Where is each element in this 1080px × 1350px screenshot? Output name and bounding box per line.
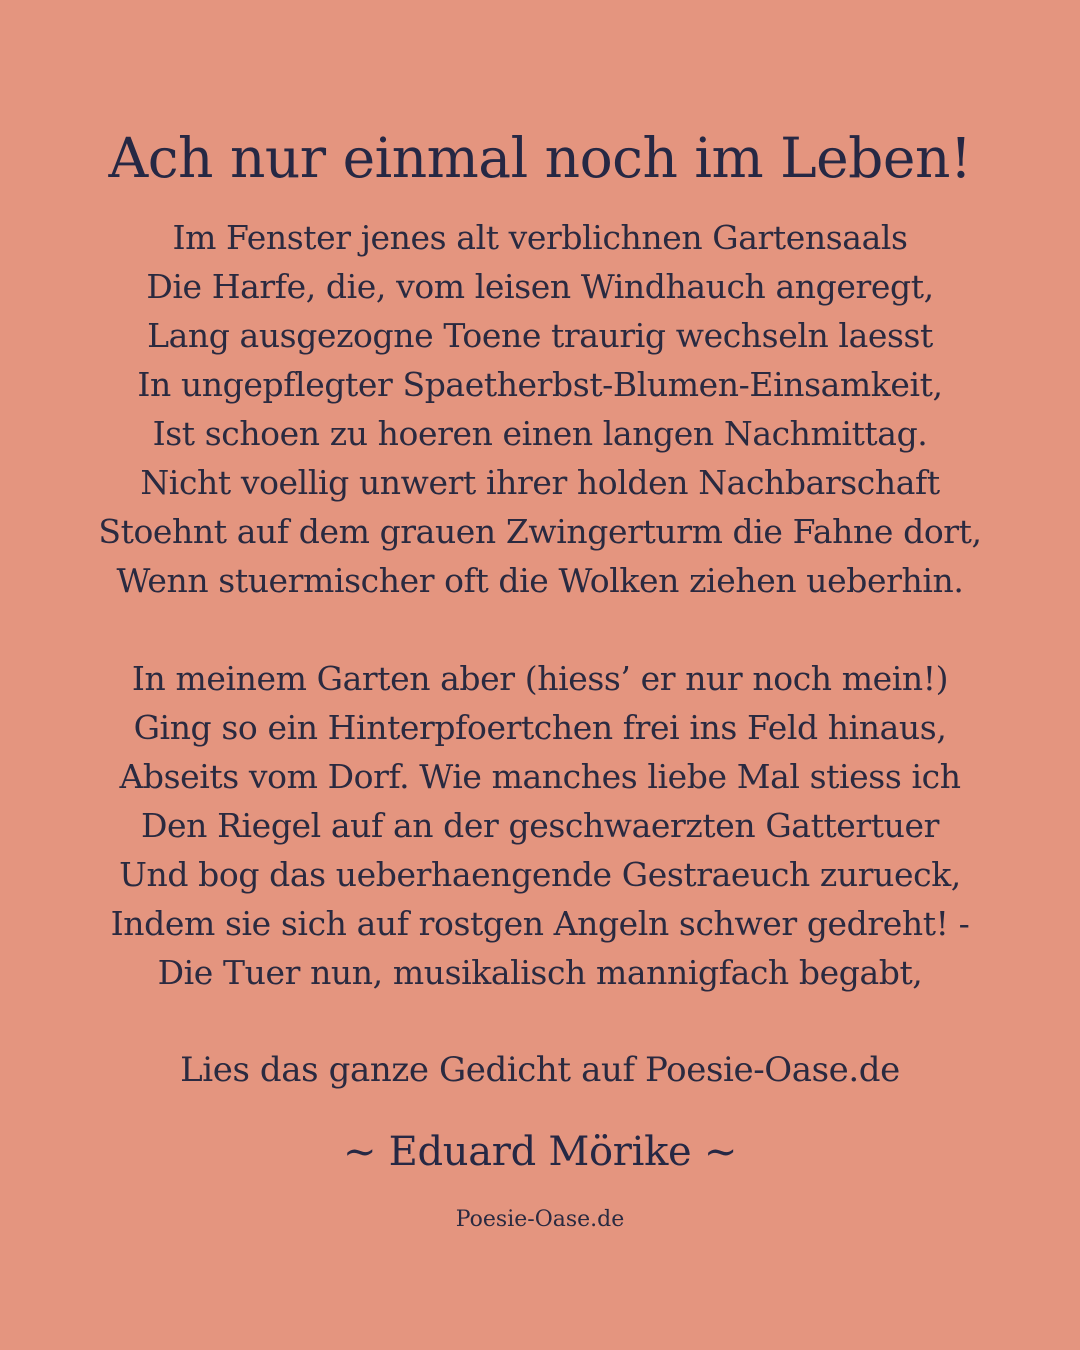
poem-line: Abseits vom Dorf. Wie manches liebe Mal stiess ich bbox=[119, 757, 961, 796]
stanza-divider bbox=[0, 605, 1080, 654]
site-watermark: Poesie-Oase.de bbox=[455, 1207, 625, 1232]
author-name: ~ Eduard Mörike ~ bbox=[342, 1129, 738, 1175]
poem-line: In ungepflegter Spaetherbst-Blumen-Einsamkeit, bbox=[137, 365, 943, 404]
poem-line: Lang ausgezogne Toene traurig wechseln laesst bbox=[147, 316, 933, 355]
poem-line: Wenn stuermischer oft die Wolken ziehen ueberhin. bbox=[116, 561, 964, 600]
read-full-poem-text: Lies das ganze Gedicht auf Poesie-Oase.de bbox=[180, 1050, 900, 1090]
poem-body bbox=[0, 213, 1080, 997]
poem-line: Den Riegel auf an der geschwaerzten Gattertuer bbox=[140, 806, 940, 845]
poem-line: Indem sie sich auf rostgen Angeln schwer gedreht! - bbox=[110, 904, 970, 943]
poem-line: Im Fenster jenes alt verblichnen Gartensaals bbox=[172, 218, 908, 257]
poem-line: Ist schoen zu hoeren einen langen Nachmittag. bbox=[152, 414, 928, 453]
poem-title: Ach nur einmal noch im Leben! bbox=[108, 126, 972, 190]
poem-line: Ging so ein Hinterpfoertchen frei ins Feld hinaus, bbox=[133, 708, 947, 747]
poem-line: Stoehnt auf dem grauen Zwingerturm die Fahne dort, bbox=[98, 512, 982, 551]
stanza bbox=[0, 654, 1080, 997]
poem-line: Nicht voellig unwert ihrer holden Nachbarschaft bbox=[140, 463, 940, 502]
poem-line: Die Harfe, die, vom leisen Windhauch angeregt, bbox=[146, 267, 934, 306]
stanza bbox=[0, 213, 1080, 605]
poem-line: In meinem Garten aber (hiess’ er nur noch mein!) bbox=[131, 659, 949, 698]
poem-line: Die Tuer nun, musikalisch mannigfach begabt, bbox=[157, 953, 923, 992]
poem-line: Und bog das ueberhaengende Gestraeuch zurueck, bbox=[119, 855, 961, 894]
